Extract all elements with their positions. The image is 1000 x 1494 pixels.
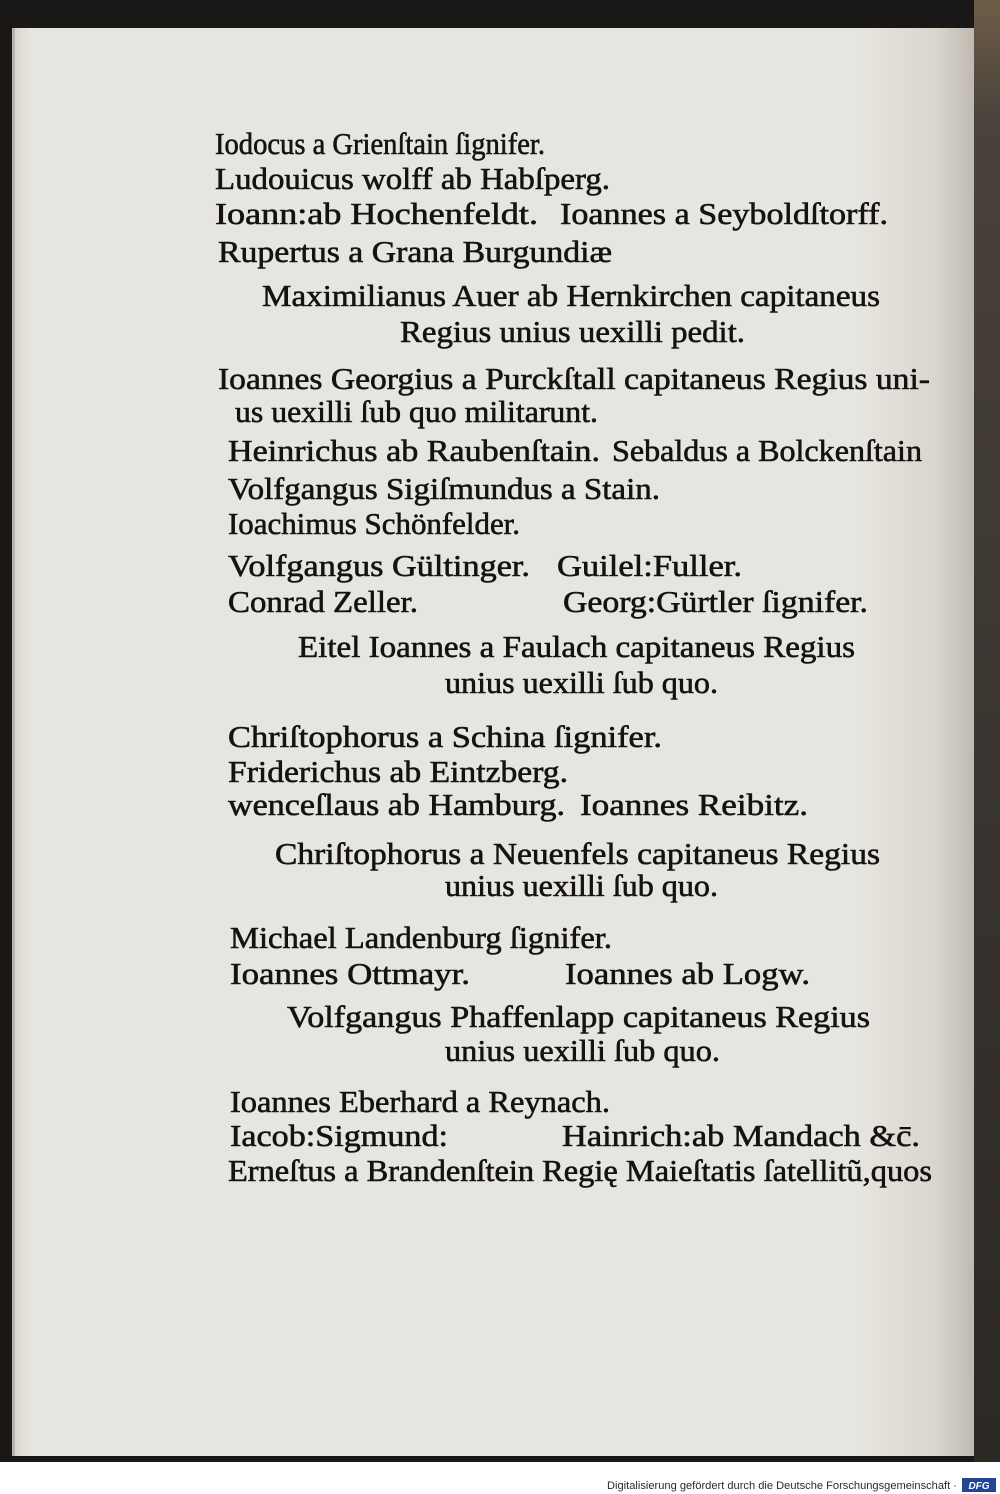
captain-heading-continuation: unius uexilli ſub quo.	[445, 665, 718, 700]
roster-entry: Ioannes Reibitz.	[580, 787, 808, 822]
roster-entry: Hainrich:ab Mandach &c̄.	[562, 1118, 920, 1153]
roster-entry: Ioannes ab Logw.	[565, 956, 810, 991]
captain-entry-continuation: us uexilli ſub quo militarunt.	[235, 394, 598, 429]
roster-entry: Guilel:Fuller.	[557, 548, 742, 583]
captain-heading: Chriſtophorus a Neuenfels capitaneus Regius	[275, 836, 880, 871]
roster-entry: Friderichus ab Eintzberg.	[228, 754, 568, 789]
captain-heading-continuation: unius uexilli ſub quo.	[445, 868, 718, 903]
captain-heading: Eitel Ioannes a Faulach capitaneus Regius	[298, 629, 855, 664]
roster-entry: Michael Landenburg ſignifer.	[230, 920, 612, 955]
roster-entry: Conrad Zeller.	[228, 584, 418, 619]
roster-entry: Ioannes Ottmayr.	[230, 956, 470, 991]
roster-entry: Volfgangus Gültinger.	[228, 548, 530, 583]
captain-heading: Maximilianus Auer ab Hernkirchen capitaneus	[262, 278, 880, 313]
roster-entry: Ioann:ab Hochenfeldt.	[215, 196, 538, 231]
roster-entry: Iacob:Sigmund:	[230, 1118, 448, 1153]
page-text-block	[215, 126, 932, 1188]
roster-entry: Ioannes Eberhard a Reynach.	[230, 1084, 610, 1119]
roster-entry: Iodocus a Grienſtain ſignifer.	[215, 126, 545, 161]
roster-entry: wenceſlaus ab Hamburg.	[228, 787, 565, 822]
captain-heading-continuation: unius uexilli ſub quo.	[445, 1033, 720, 1068]
captain-entry: Ioannes Georgius a Purckſtall capitaneus Regius uni-	[218, 361, 930, 396]
roster-entry: Ludouicus wolff ab Habſperg.	[215, 161, 610, 196]
digitization-credit	[0, 1462, 1000, 1494]
roster-entry: Ioannes a Seyboldſtorff.	[560, 196, 888, 231]
roster-entry: Ioachimus Schönfelder.	[228, 506, 520, 541]
roster-entry: Erneſtus a Brandenſtein Regię Maieſtatis ſatellitũ,quos	[228, 1153, 933, 1188]
captain-heading-continuation: Regius unius uexilli pedit.	[400, 314, 745, 349]
roster-entry: Volfgangus Sigiſmundus a Stain.	[228, 471, 660, 506]
roster-entry: Heinrichus ab Raubenſtain.	[228, 433, 600, 468]
roster-entry: Sebaldus a Bolckenſtain	[612, 433, 923, 468]
roster-entry: Chriſtophorus a Schina ſignifer.	[228, 719, 662, 754]
page-edge-shadow	[12, 28, 15, 1456]
credit-text: Digitalisierung gefördert durch die Deutsche Forschungsgemeinschaft ·	[607, 1480, 957, 1492]
captain-heading: Volfgangus Phaffenlapp capitaneus Regius	[287, 999, 870, 1034]
roster-entry: Georg:Gürtler ſignifer.	[563, 584, 868, 619]
book-gutter	[974, 0, 1000, 1462]
dfg-logo-text: DFG	[968, 1481, 990, 1492]
roster-entry: Rupertus a Grana Burgundiæ	[218, 234, 612, 269]
